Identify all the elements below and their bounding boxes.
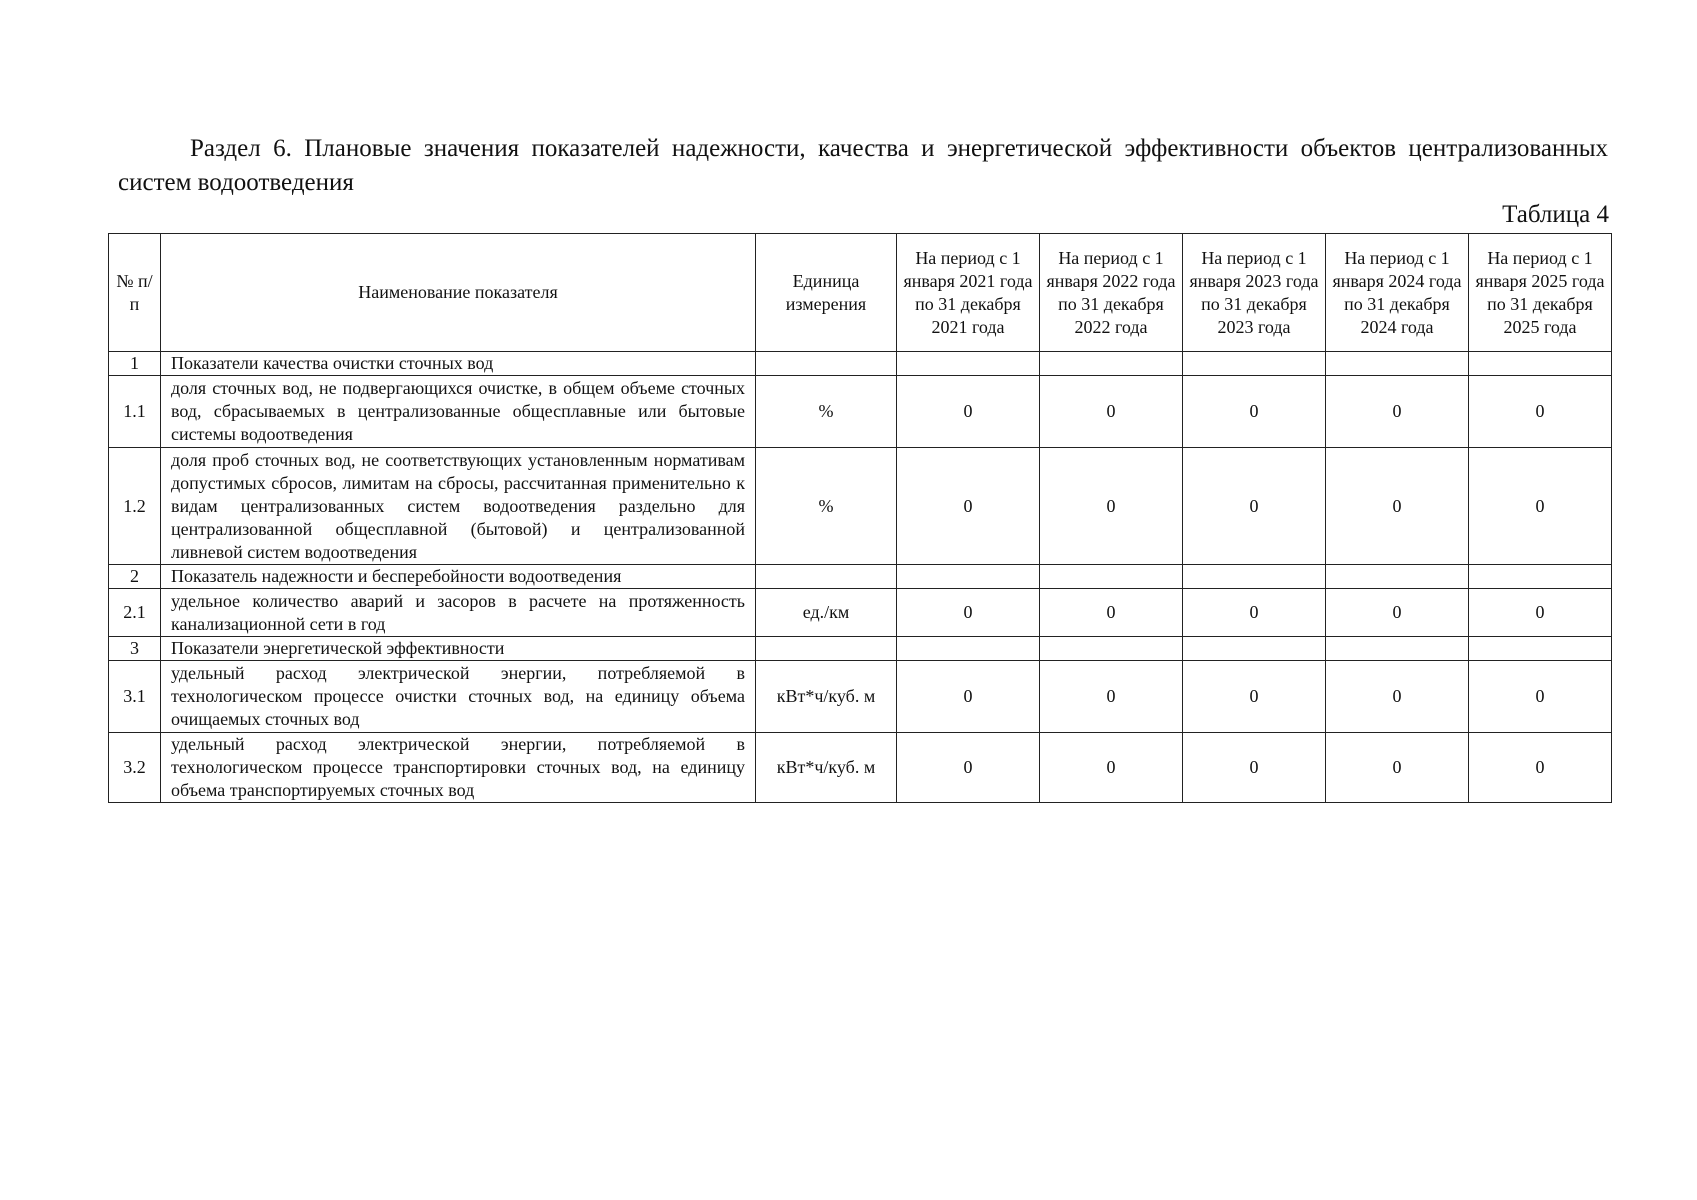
table-row	[109, 448, 1612, 565]
section-number: 2	[109, 565, 161, 589]
header-period-2021: На период с 1 января 2021 года по 31 декабря 2021 года	[897, 234, 1040, 352]
unit-cell: кВт*ч/куб. м	[756, 661, 897, 733]
section-row	[109, 565, 1612, 589]
header-period-2022: На период с 1 января 2022 года по 31 декабря 2022 года	[1040, 234, 1183, 352]
header-period-2024: На период с 1 января 2024 года по 31 декабря 2024 года	[1326, 234, 1469, 352]
section-title: Показатели качества очистки сточных вод	[161, 352, 756, 376]
unit-cell: ед./км	[756, 589, 897, 637]
table-row	[109, 589, 1612, 637]
section-title: Показатель надежности и бесперебойности водоотведения	[161, 565, 756, 589]
value-2025: 0	[1469, 376, 1612, 448]
value-2024: 0	[1326, 376, 1469, 448]
value-2025: 0	[1469, 589, 1612, 637]
table-header-row	[109, 234, 1612, 352]
value-2025: 0	[1469, 661, 1612, 733]
row-number: 1.2	[109, 448, 161, 565]
table-label: Таблица 4	[1502, 201, 1609, 228]
unit-cell: кВт*ч/куб. м	[756, 733, 897, 803]
value-2021: 0	[897, 589, 1040, 637]
value-2021: 0	[897, 448, 1040, 565]
row-number: 3.2	[109, 733, 161, 803]
value-2024: 0	[1326, 448, 1469, 565]
unit-cell: %	[756, 448, 897, 565]
indicator-name: доля сточных вод, не подвергающихся очистке, в общем объеме сточных вод, сбрасываемых в централизованные общесплавные или бытовые системы водоотведения	[161, 376, 756, 448]
value-2022: 0	[1040, 733, 1183, 803]
indicators-table	[108, 233, 1612, 803]
value-2023: 0	[1183, 448, 1326, 565]
indicator-name: удельное количество аварий и засоров в расчете на протяженность канализационной сети в год	[161, 589, 756, 637]
table-row	[109, 733, 1612, 803]
value-2025: 0	[1469, 448, 1612, 565]
header-unit: Единица измерения	[756, 234, 897, 352]
unit-cell: %	[756, 376, 897, 448]
value-2024: 0	[1326, 589, 1469, 637]
value-2023: 0	[1183, 589, 1326, 637]
table-row	[109, 661, 1612, 733]
section-number: 3	[109, 637, 161, 661]
header-period-2023: На период с 1 января 2023 года по 31 декабря 2023 года	[1183, 234, 1326, 352]
indicator-name: доля проб сточных вод, не соответствующих установленным нормативам допустимых сбросов, лимитам на сбросы, рассчитанная применительно к видам централизованных систем водоотведения раздельно для централизованной общесплавной (бытовой) и централизованной ливневой систем водоотведения	[161, 448, 756, 565]
value-2021: 0	[897, 661, 1040, 733]
value-2023: 0	[1183, 661, 1326, 733]
header-period-2025: На период с 1 января 2025 года по 31 декабря 2025 года	[1469, 234, 1612, 352]
value-2025: 0	[1469, 733, 1612, 803]
row-number: 1.1	[109, 376, 161, 448]
value-2023: 0	[1183, 376, 1326, 448]
row-number: 3.1	[109, 661, 161, 733]
indicator-name: удельный расход электрической энергии, потребляемой в технологическом процессе очистки сточных вод, на единицу объема очищаемых сточных вод	[161, 661, 756, 733]
table-row	[109, 376, 1612, 448]
value-2024: 0	[1326, 733, 1469, 803]
header-name: Наименование показателя	[161, 234, 756, 352]
value-2023: 0	[1183, 733, 1326, 803]
value-2022: 0	[1040, 448, 1183, 565]
value-2022: 0	[1040, 661, 1183, 733]
value-2024: 0	[1326, 661, 1469, 733]
indicator-name: удельный расход электрической энергии, потребляемой в технологическом процессе транспортировки сточных вод, на единицу объема транспортируемых сточных вод	[161, 733, 756, 803]
value-2022: 0	[1040, 589, 1183, 637]
value-2021: 0	[897, 376, 1040, 448]
row-number: 2.1	[109, 589, 161, 637]
section-title: Показатели энергетической эффективности	[161, 637, 756, 661]
section-row	[109, 637, 1612, 661]
section-row	[109, 352, 1612, 376]
section-heading: Раздел 6. Плановые значения показателей надежности, качества и энергетической эффективности объектов централизованных систем водоотведения	[118, 135, 1608, 196]
value-2021: 0	[897, 733, 1040, 803]
value-2022: 0	[1040, 376, 1183, 448]
section-number: 1	[109, 352, 161, 376]
header-num: № п/п	[109, 234, 161, 352]
